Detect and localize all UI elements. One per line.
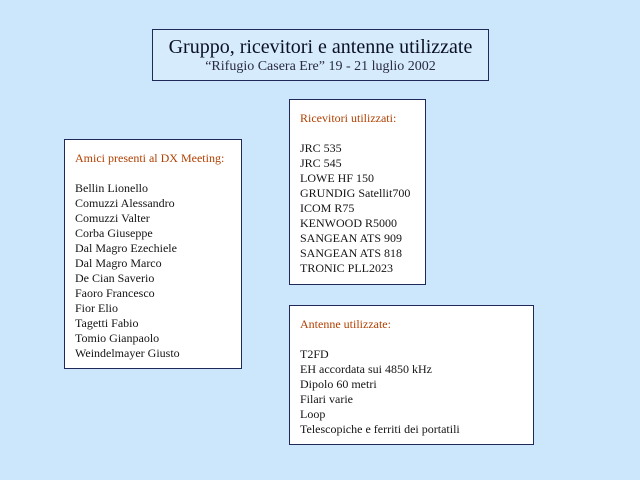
list-item: Fior Elio	[75, 301, 119, 315]
list-item: Weindelmayer Giusto	[75, 346, 180, 360]
list-item: Dal Magro Ezechiele	[75, 241, 177, 255]
list-item: Tomio Gianpaolo	[75, 331, 160, 345]
list-item: Filari varie	[300, 392, 353, 406]
list-item: De Cian Saverio	[75, 271, 155, 285]
list-item: KENWOOD R5000	[300, 216, 397, 230]
list-item: Loop	[300, 407, 326, 421]
list-item: JRC 535	[300, 141, 342, 155]
list-item: Dipolo 60 metri	[300, 377, 377, 391]
receivers-list	[300, 141, 425, 276]
list-item: Faoro Francesco	[75, 286, 155, 300]
list-item: Corba Giuseppe	[75, 226, 153, 240]
page-subtitle: “Rifugio Casera Ere” 19 - 21 luglio 2002	[205, 59, 436, 74]
list-item: Bellin Lionello	[75, 181, 148, 195]
friends-list	[75, 181, 241, 361]
list-item: LOWE HF 150	[300, 171, 374, 185]
receivers-panel	[289, 99, 426, 285]
antennas-heading: Antenne utilizzate:	[300, 317, 391, 331]
list-item: T2FD	[300, 347, 329, 361]
friends-heading: Amici presenti al DX Meeting:	[75, 151, 225, 165]
list-item: TRONIC PLL2023	[300, 261, 393, 275]
list-item: ICOM R75	[300, 201, 355, 215]
title-box	[152, 29, 489, 81]
list-item: Tagetti Fabio	[75, 316, 139, 330]
list-item: EH accordata sui 4850 kHz	[300, 362, 432, 376]
list-item: Comuzzi Valter	[75, 211, 150, 225]
list-item: Comuzzi Alessandro	[75, 196, 175, 210]
list-item: SANGEAN ATS 818	[300, 246, 403, 260]
list-item: Dal Magro Marco	[75, 256, 162, 270]
receivers-heading: Ricevitori utilizzati:	[300, 111, 397, 125]
antennas-panel	[289, 305, 534, 445]
antennas-list	[300, 347, 533, 437]
list-item: SANGEAN ATS 909	[300, 231, 403, 245]
page-title: Gruppo, ricevitori e antenne utilizzate	[168, 36, 473, 58]
list-item: Telescopiche e ferriti dei portatili	[300, 422, 460, 436]
friends-panel	[64, 139, 242, 369]
list-item: JRC 545	[300, 156, 342, 170]
list-item: GRUNDIG Satellit700	[300, 186, 411, 200]
